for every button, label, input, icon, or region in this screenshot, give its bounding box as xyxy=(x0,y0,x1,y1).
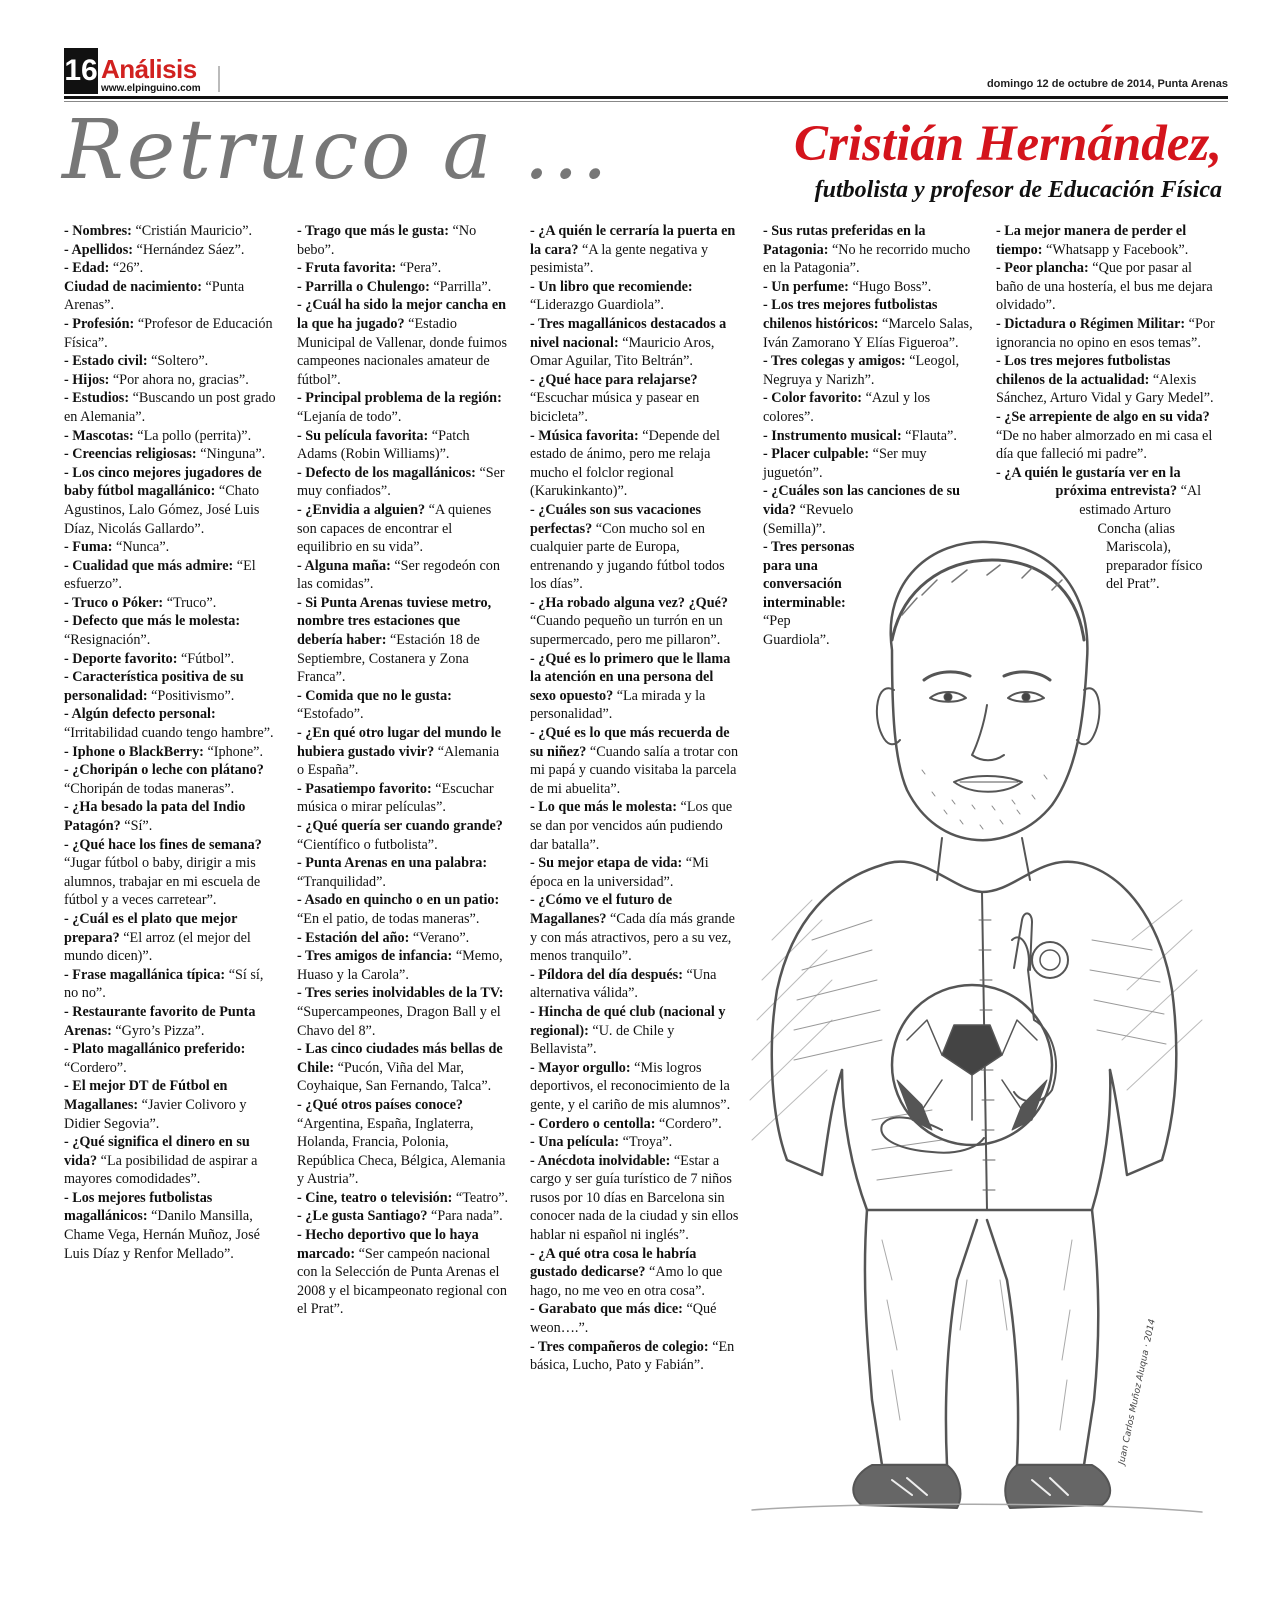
question: - Sus rutas preferidas en la Patagonia: xyxy=(763,223,926,258)
question: - Truco o Póker: xyxy=(64,594,164,611)
question: - Parrilla o Chulengo: xyxy=(297,278,430,295)
answer: “Por ignorancia no opino en esos temas”. xyxy=(996,315,1215,351)
answer: “Cada día más grande y con más atractivos, pero a su vez, menos tranquilo”. xyxy=(530,910,735,965)
question: - La mejor manera de perder el tiempo: xyxy=(996,223,1187,258)
answer: “Con mucho sol en cualquier parte de Europa, entrenando y jugando fútbol todos los días”. xyxy=(530,520,725,593)
qa-item xyxy=(64,557,276,594)
answer: “Cordero”. xyxy=(64,1059,127,1076)
question: - ¿Qué hace los fines de semana? xyxy=(64,836,262,853)
question: - ¿Se arrepiente de algo en su vida? xyxy=(996,408,1210,425)
qa-item xyxy=(996,222,1216,259)
question: - Estudios: xyxy=(64,390,130,407)
qa-item xyxy=(530,1003,742,1059)
question: - Su mejor etapa de vida: xyxy=(530,855,683,872)
answer: “Ser regodeón con las comidas”. xyxy=(297,557,500,593)
question: - ¿Cuáles son sus vacaciones perfectas? xyxy=(530,501,702,537)
answer: “Alexis Sánchez, Arturo Vidal y Gary Medel”. xyxy=(996,371,1214,407)
qa-item xyxy=(297,891,509,928)
brand-url: www.elpinguino.com xyxy=(101,83,201,94)
question: - Punta Arenas en una palabra: xyxy=(297,855,488,872)
answer: “A la gente negativa y pesimista”. xyxy=(530,241,709,277)
answer: “Argentina, España, Inglaterra, Holanda, Francia, Polonia, República Checa, Bélgica, Alemania y Austria”. xyxy=(297,1115,506,1188)
dateline: domingo 12 de octubre de 2014, Punta Arenas xyxy=(986,78,1228,90)
question: - Fuma: xyxy=(64,539,113,556)
answer: “El esfuerzo”. xyxy=(64,557,256,593)
question: - ¿Qué significa el dinero en su vida? xyxy=(64,1134,250,1169)
qa-item xyxy=(64,705,276,742)
question: - Plato magallánico preferido: xyxy=(64,1041,246,1058)
question: - Deporte favorito: xyxy=(64,650,178,667)
qa-item xyxy=(64,464,276,538)
qa-item xyxy=(64,222,276,241)
question: - Garabato que más dice: xyxy=(530,1301,683,1318)
question: - Dictadura o Régimen Militar: xyxy=(996,315,1186,332)
answer: “Por ahora no, gracias”. xyxy=(112,371,249,388)
answer: “Cuando salía a trotar con mi papá y cuando visitaba la parcela de mi abuelita”. xyxy=(530,743,739,797)
question: - Característica positiva de su personalidad: xyxy=(64,669,244,704)
answer: “Buscando un post grado en Alemania”. xyxy=(64,390,276,425)
qa-item xyxy=(64,594,276,613)
question: - Hincha de qué club (nacional y regional): xyxy=(530,1003,726,1039)
qa-item xyxy=(996,352,1216,408)
answer: “No bebo”. xyxy=(297,223,477,258)
answer: “Ser campeón nacional con la Selección de Punta Arenas el 2008 y el bicampeonato regional con el Prat”. xyxy=(297,1245,507,1318)
qa-item xyxy=(64,259,276,278)
qa-item xyxy=(297,724,509,780)
answer: “Punta Arenas”. xyxy=(64,278,245,314)
question: - Fruta favorita: xyxy=(297,260,397,277)
answer: “Parrilla”. xyxy=(433,278,492,295)
answer: “Danilo Mansilla, Chame Vega, Hernán Muñoz, José Luis Díaz y Renfor Mellado”. xyxy=(64,1208,260,1262)
answer: “Jugar fútbol o baby, dirigir a mis alumnos, trabajar en mi escuela de fútbol y a veces carretear”. xyxy=(64,855,261,909)
question: - Tres colegas y amigos: xyxy=(763,353,906,370)
answer: “Liderazgo Guardiola”. xyxy=(530,297,664,314)
qa-item xyxy=(64,1077,276,1133)
question: - ¿Qué quería ser cuando grande? xyxy=(297,818,503,834)
answer: “Científico o futbolista”. xyxy=(297,836,438,853)
answer: “Hugo Boss”. xyxy=(852,278,932,295)
qa-item xyxy=(530,278,742,315)
answer: “Teatro”. xyxy=(455,1189,509,1206)
question: - Nombres: xyxy=(64,223,132,239)
question: - Alguna maña: xyxy=(297,557,391,574)
section-title: Retruco a ... xyxy=(62,103,611,198)
question: - ¿Choripán o leche con plátano? xyxy=(64,762,264,779)
question: - ¿A quién le cerraría la puerta en la cara? xyxy=(530,223,736,258)
qa-item xyxy=(64,761,276,798)
answer: “Memo, Huaso y la Carola”. xyxy=(297,948,503,983)
qa-item xyxy=(530,501,742,594)
question: - Mayor orgullo: xyxy=(530,1059,631,1076)
qa-item xyxy=(64,650,276,669)
answer: “Positivismo”. xyxy=(151,687,235,704)
qa-item xyxy=(64,612,276,649)
question: - Las cinco ciudades más bellas de Chile: xyxy=(297,1041,503,1076)
answer: “Qué weon….”. xyxy=(530,1301,717,1337)
qa-item xyxy=(64,1133,276,1189)
answer: “El arroz (el mejor del mundo dicen)”. xyxy=(64,929,251,965)
qa-item xyxy=(297,780,509,817)
question: - ¿Ha besado la pata del Indio Patagón? xyxy=(64,799,246,834)
question: - ¿Cuál ha sido la mejor cancha en la que ha jugado? xyxy=(297,297,507,332)
answer: “Verano”. xyxy=(412,929,470,946)
qa-item xyxy=(530,798,742,854)
column-1 xyxy=(64,222,276,1263)
qa-item xyxy=(297,222,509,259)
answer: “Tranquilidad”. xyxy=(297,873,386,890)
qa-item xyxy=(64,445,276,464)
answer: “Troya”. xyxy=(622,1134,673,1151)
answer: “Flauta”. xyxy=(905,427,957,444)
qa-item xyxy=(297,687,509,724)
qa-item xyxy=(297,817,509,854)
qa-item xyxy=(64,241,276,260)
qa-item xyxy=(64,910,276,966)
qa-item xyxy=(530,427,742,501)
qa-item xyxy=(64,1040,276,1077)
answer: “Supercampeones, Dragon Ball y el Chavo del 8”. xyxy=(297,1003,501,1039)
qa-item xyxy=(297,296,509,389)
qa-item xyxy=(297,984,509,1040)
question: - Tres series inolvidables de la TV: xyxy=(297,985,504,1002)
answer: “De no haber almorzado en mi casa el día que falleció mi padre”. xyxy=(996,427,1213,463)
question: - Asado en quincho o en un patio: xyxy=(297,892,500,909)
question: - ¿A quién le gustaría ver en la próxima entrevista? xyxy=(996,464,1181,500)
question: - ¿A qué otra cosa le habría gustado dedicarse? xyxy=(530,1245,697,1281)
qa-item xyxy=(530,1115,742,1134)
question: - Mascotas: xyxy=(64,427,134,444)
qa-item xyxy=(64,1003,276,1040)
question: - Los tres mejores futbolistas chilenos de la actualidad: xyxy=(996,353,1171,388)
qa-item xyxy=(64,743,276,762)
qa-item xyxy=(530,222,742,278)
question: Ciudad de nacimiento: xyxy=(64,278,202,295)
qa-item xyxy=(64,538,276,557)
question: - Defecto que más le molesta: xyxy=(64,613,241,630)
question: - ¿Qué otros países conoce? xyxy=(297,1096,464,1113)
column-4 xyxy=(763,222,978,1622)
qa-item xyxy=(297,594,509,687)
answer: “La pollo (perrita)”. xyxy=(137,427,252,444)
qa-item xyxy=(530,854,742,891)
answer: “Los que se dan por vencidos aún pudiendo dar batalla”. xyxy=(530,799,733,853)
question: - Iphone o BlackBerry: xyxy=(64,743,204,760)
answer: “Pep Guardiola”. xyxy=(763,613,830,649)
question: - Frase magallánica típica: xyxy=(64,966,226,983)
qa-item xyxy=(297,1040,509,1096)
qa-item xyxy=(530,650,742,724)
qa-item xyxy=(530,966,742,1003)
answer: “Que por pasar al baño de una hostería, el bus me dejara olvidado”. xyxy=(996,260,1213,314)
answer: “Pera”. xyxy=(399,260,442,277)
answer: “Fútbol”. xyxy=(181,650,235,667)
qa-item xyxy=(297,929,509,948)
answer: “Ser muy juguetón”. xyxy=(763,446,927,481)
answer: “Al estimado Arturo Concha (alias Mariscola), preparador físico del Prat”. xyxy=(1079,483,1203,593)
answer: “Estar a cargo y ser guía turístico de 7 niños rusos por 10 días en Barcelona sin conocer nada de la ciudad y sin ellos hablar ni español ni inglés”. xyxy=(530,1152,739,1244)
question: - Cordero o centolla: xyxy=(530,1115,656,1132)
answer: “Truco”. xyxy=(166,594,217,611)
answer: “Javier Colivoro y Didier Segovia”. xyxy=(64,1096,247,1132)
answer: “Escuchar música o mirar películas”. xyxy=(297,780,494,816)
qa-item xyxy=(530,724,742,798)
question: - Defecto de los magallánicos: xyxy=(297,464,476,481)
answer: “Una alternativa válida”. xyxy=(530,966,717,1002)
question: - Edad: xyxy=(64,260,110,277)
answer: “Estación 18 de Septiembre, Costanera y Zona Franca”. xyxy=(297,632,480,686)
question: - Los cinco mejores jugadores de baby fútbol magallánico: xyxy=(64,464,262,500)
question: - Tres magallánicos destacados a nivel nacional: xyxy=(530,315,727,351)
question: - ¿Cómo ve el futuro de Magallanes? xyxy=(530,892,672,927)
qa-item xyxy=(530,1245,742,1301)
qa-item xyxy=(64,836,276,910)
question: - Hijos: xyxy=(64,371,110,388)
question: - Trago que más le gusta: xyxy=(297,223,449,239)
answer: “Amo lo que hago, no me veo en otra cosa”. xyxy=(530,1264,723,1299)
question: - Tres amigos de infancia: xyxy=(297,948,453,965)
qa-item xyxy=(530,1338,742,1375)
answer: “Patch Adams (Robin Williams)”. xyxy=(297,427,470,463)
question: - Píldora del día después: xyxy=(530,966,683,983)
qa-item xyxy=(64,371,276,390)
answer: “Choripán de todas maneras”. xyxy=(64,780,235,797)
qa-item xyxy=(530,1059,742,1115)
qa-item xyxy=(530,1152,742,1245)
question: - Estado civil: xyxy=(64,353,148,370)
qa-item xyxy=(297,947,509,984)
qa-item xyxy=(530,1300,742,1337)
qa-item xyxy=(996,315,1216,352)
answer: “Gyro’s Pizza”. xyxy=(115,1022,205,1039)
qa-item xyxy=(64,798,276,835)
answer: “U. de Chile y Bellavista”. xyxy=(530,1022,675,1058)
answer: “A quienes son capaces de encontrar el equilibrio en su vida”. xyxy=(297,501,492,556)
question: - Los tres mejores futbolistas chilenos históricos: xyxy=(763,297,938,332)
qa-item xyxy=(530,891,742,965)
answer: “Hernández Sáez”. xyxy=(136,241,245,258)
answer: “Cuando pequeño un turrón en un supermercado, pero me pillaron”. xyxy=(530,613,723,649)
answer: “Ninguna”. xyxy=(200,446,266,463)
question: - Placer culpable: xyxy=(763,446,870,463)
question: - Profesión: xyxy=(64,315,135,332)
answer: “La mirada y la personalidad”. xyxy=(530,687,706,723)
qa-item xyxy=(297,1207,509,1226)
qa-item xyxy=(297,278,509,297)
answer: “Para nada”. xyxy=(431,1208,503,1225)
qa-item xyxy=(64,427,276,446)
answer: “Revuelo (Semilla)”. xyxy=(763,501,854,537)
question: - El mejor DT de Fútbol en Magallanes: xyxy=(64,1078,228,1113)
question: - Anécdota inolvidable: xyxy=(530,1152,671,1169)
answer: “Cordero”. xyxy=(658,1115,722,1132)
qa-item xyxy=(530,371,742,427)
question: - Los mejores futbolistas magallánicos: xyxy=(64,1189,213,1225)
answer: “Mauricio Aros, Omar Aguilar, Tito Beltrán”. xyxy=(530,334,715,370)
header-separator xyxy=(218,66,220,92)
question: - Comida que no le gusta: xyxy=(297,687,452,704)
qa-item xyxy=(297,427,509,464)
question: - Una película: xyxy=(530,1134,620,1151)
answer: “En el patio, de todas maneras”. xyxy=(297,910,480,927)
answer: “Leogol, Negruya y Narizh”. xyxy=(763,353,960,388)
question: - ¿Qué es lo que más recuerda de su niñez? xyxy=(530,725,730,760)
question: - ¿Cuál es el plato que mejor prepara? xyxy=(64,910,238,946)
question: - ¿Le gusta Santiago? xyxy=(297,1208,428,1225)
question: - Principal problema de la región: xyxy=(297,390,502,407)
answer: “No he recorrido mucho en la Patagonia”. xyxy=(763,241,971,277)
answer: “Soltero”. xyxy=(151,353,209,370)
page-number: 16 xyxy=(64,48,98,94)
qa-item xyxy=(297,1096,509,1189)
question: - Tres compañeros de colegio: xyxy=(530,1338,709,1355)
question: - Creencias religiosas: xyxy=(64,446,197,463)
qa-item xyxy=(530,315,742,371)
question: - Cine, teatro o televisión: xyxy=(297,1189,453,1206)
qa-item xyxy=(297,854,509,891)
question: - Cualidad que más admire: xyxy=(64,557,234,574)
qa-item xyxy=(64,352,276,371)
question: - ¿En qué otro lugar del mundo le hubiera gustado vivir? xyxy=(297,725,502,760)
answer: “Whatsapp y Facebook”. xyxy=(1046,241,1189,258)
question: - Música favorita: xyxy=(530,427,639,444)
answer: “Mis logros deportivos, el reconocimiento de la gente, y el cariño de mis alumnos”. xyxy=(530,1059,731,1113)
answer: “Resignación”. xyxy=(64,632,151,649)
qa-item xyxy=(530,1133,742,1152)
question: - ¿Ha robado alguna vez? ¿Qué? xyxy=(530,594,728,611)
question: - Pasatiempo favorito: xyxy=(297,780,432,797)
answer: “Sí sí, no no”. xyxy=(64,966,264,1002)
question: - Color favorito: xyxy=(763,390,863,407)
question: - Un perfume: xyxy=(763,278,849,295)
qa-item xyxy=(297,259,509,278)
qa-item xyxy=(297,501,509,557)
answer: “Estadio Municipal de Vallenar, donde fuimos campeones nacionales amateur de fútbol”. xyxy=(297,315,507,388)
qa-item xyxy=(530,594,742,650)
column-5 xyxy=(996,222,1216,782)
answer: “Escuchar música y pasear en bicicleta”. xyxy=(530,390,700,425)
qa-item xyxy=(297,1189,509,1208)
qa-item xyxy=(64,966,276,1003)
question: - Instrumento musical: xyxy=(763,427,902,444)
answer: “Marcelo Salas, Iván Zamorano Y Elías Figueroa”. xyxy=(763,315,973,351)
interviewee-name: Cristián Hernández, xyxy=(794,116,1222,172)
qa-item xyxy=(763,427,978,446)
illustration-signature: Juan Carlos Muñoz Aluqua · 2014 xyxy=(1117,1318,1158,1466)
question: - Si Punta Arenas tuviese metro, nombre tres estaciones que debería haber: xyxy=(297,594,492,649)
answer: “Pucón, Viña del Mar, Coyhaique, San Fernando, Talca”. xyxy=(297,1059,492,1095)
answer: “Chato Agustinos, Lalo Gómez, José Luis Díaz, Nicolás Gallardo”. xyxy=(64,483,260,537)
question: - ¿Qué es lo primero que le llama la atención en una persona del sexo opuesto? xyxy=(530,650,731,704)
question: - Algún defecto personal: xyxy=(64,706,216,723)
brand-logo: Análisis xyxy=(101,54,197,84)
answer: “Irritabilidad cuando tengo hambre”. xyxy=(64,725,274,742)
question: - Tres personas para una conversación interminable: xyxy=(763,539,855,611)
qa-item xyxy=(996,259,1216,315)
answer: “En básica, Lucho, Pato y Fabián”. xyxy=(530,1338,735,1374)
answer: “Profesor de Educación Física”. xyxy=(64,315,273,351)
qa-item xyxy=(64,278,276,315)
answer: “Ser muy confiados”. xyxy=(297,464,505,500)
answer: “Lejanía de todo”. xyxy=(297,408,402,425)
question: - Hecho deportivo que lo haya marcado: xyxy=(297,1227,479,1262)
qa-item xyxy=(64,389,276,426)
question: - Restaurante favorito de Punta Arenas: xyxy=(64,1003,256,1039)
qa-item xyxy=(297,389,509,426)
interviewee-subtitle: futbolista y profesor de Educación Física xyxy=(814,177,1222,203)
column-3 xyxy=(530,222,742,1375)
answer: “Estofado”. xyxy=(297,706,364,723)
question: - Un libro que recomiende: xyxy=(530,278,693,295)
answer: “Iphone”. xyxy=(207,743,263,760)
qa-item xyxy=(64,1189,276,1263)
qa-item xyxy=(297,464,509,501)
question: - Peor plancha: xyxy=(996,260,1089,277)
question: - ¿Envidia a alguien? xyxy=(297,501,426,518)
question: - Estación del año: xyxy=(297,929,410,946)
question: - ¿Cuáles son las canciones de su vida? xyxy=(763,483,961,518)
qa-item xyxy=(297,1226,509,1319)
qa-item xyxy=(297,557,509,594)
answer: “Azul y los colores”. xyxy=(763,390,931,425)
answer: “Cristián Mauricio”. xyxy=(135,223,253,239)
answer: “Alemania o España”. xyxy=(297,743,500,779)
answer: “26”. xyxy=(112,260,144,277)
qa-item xyxy=(996,408,1216,464)
question: - Apellidos: xyxy=(64,241,133,258)
answer: “Nunca”. xyxy=(116,539,170,556)
question: - ¿Qué hace para relajarse? xyxy=(530,371,698,388)
answer: “Depende del estado de ánimo, pero me relaja mucho el folclor regional (Karukinkanto)”. xyxy=(530,427,720,500)
answer: “La posibilidad de aspirar a mayores comodidades”. xyxy=(64,1152,258,1188)
question: - Lo que más le molesta: xyxy=(530,799,677,816)
question: - Su película favorita: xyxy=(297,427,429,444)
answer: “Sí”. xyxy=(124,818,153,834)
qa-item xyxy=(64,668,276,705)
answer: “Mi época en la universidad”. xyxy=(530,855,709,890)
qa-item xyxy=(64,315,276,352)
column-2 xyxy=(297,222,509,1319)
